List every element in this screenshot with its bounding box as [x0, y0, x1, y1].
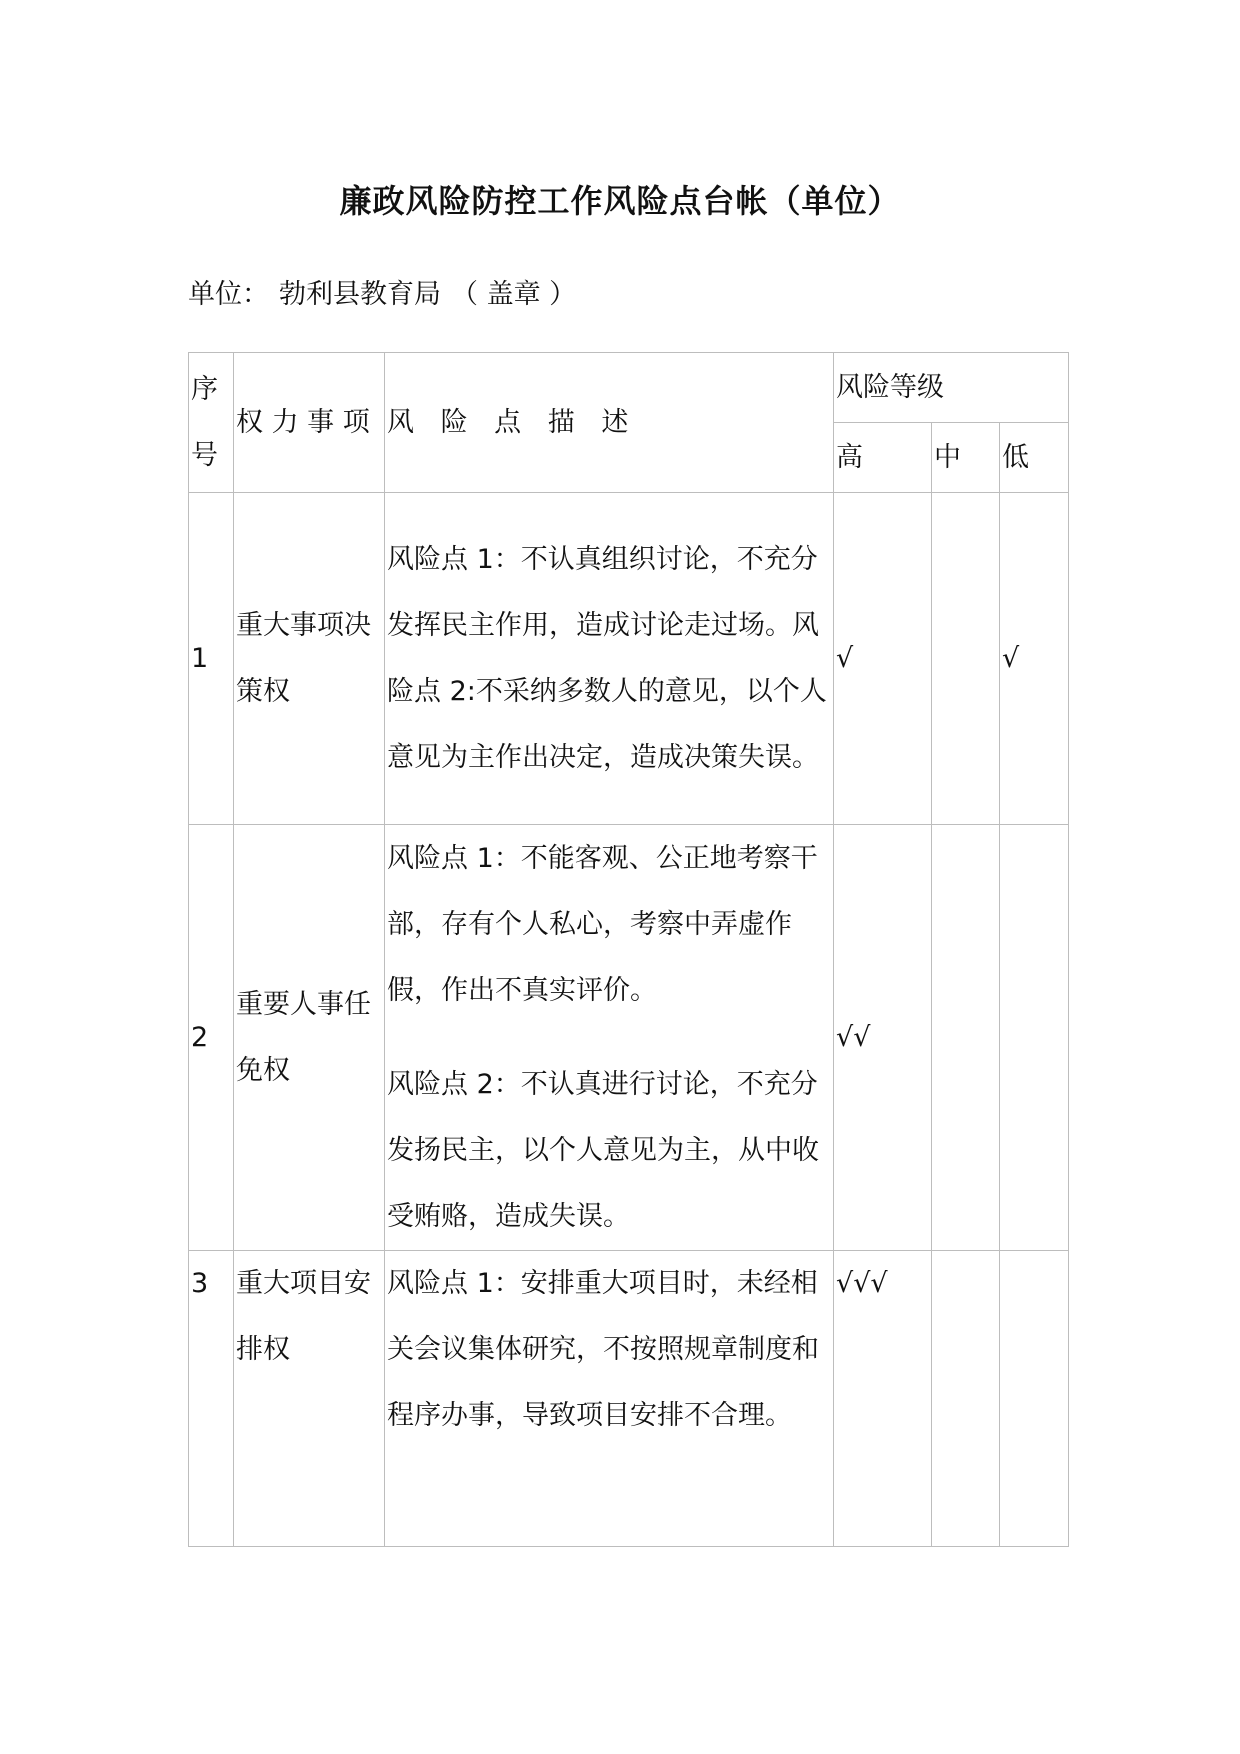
row-low: √ — [1000, 493, 1069, 825]
description-paragraph: 风险点 1：不能客观、公正地考察干部，存有个人私心，考察中弄虚作假，作出不真实评价。 — [387, 842, 818, 1006]
table-row — [189, 1251, 1069, 1547]
header-seq: 序号 — [189, 353, 234, 493]
row-description — [385, 825, 834, 1251]
header-power: 权 力 事 项 — [234, 353, 385, 493]
seal-note: （ 盖章 ） — [451, 279, 577, 310]
row-medium — [932, 1251, 1000, 1547]
header-high: 高 — [834, 423, 932, 493]
header-risk-level: 风险等级 — [834, 353, 1069, 423]
header-description: 风 险 点 描 述 — [385, 353, 834, 493]
row-power: 重大事项决策权 — [234, 493, 385, 825]
row-seq: 1 — [189, 493, 234, 825]
description-paragraph: 风险点 1：不认真组织讨论，不充分发挥民主作用，造成讨论走过场。风险点 2:不采纳多数人的意见，以个人意见为主作出决定，造成决策失误。 — [387, 543, 827, 773]
row-power: 重大项目安排权 — [234, 1251, 385, 1547]
row-high: √ — [834, 493, 932, 825]
unit-label: 单位： — [188, 279, 269, 310]
row-medium — [932, 493, 1000, 825]
row-low — [1000, 1251, 1069, 1547]
row-seq: 2 — [189, 825, 234, 1251]
row-high: √√ — [834, 825, 932, 1251]
header-low: 低 — [1000, 423, 1069, 493]
row-power: 重要人事任免权 — [234, 825, 385, 1251]
row-seq: 3 — [189, 1251, 234, 1547]
header-medium: 中 — [932, 423, 1000, 493]
row-low — [1000, 825, 1069, 1251]
document-title: 廉政风险防控工作风险点台帐（单位） — [339, 182, 901, 220]
unit-line — [188, 272, 586, 311]
row-description — [385, 493, 834, 825]
description-paragraph: 风险点 1：安排重大项目时，未经相关会议集体研究，不按照规章制度和程序办事，导致项目安排不合理。 — [387, 1268, 819, 1431]
row-description — [385, 1251, 834, 1547]
risk-table — [188, 352, 1069, 1547]
table-row — [189, 825, 1069, 1251]
row-high: √√√ — [834, 1251, 932, 1547]
table-row — [189, 493, 1069, 825]
unit-name: 勃利县教育局 — [279, 279, 441, 310]
row-medium — [932, 825, 1000, 1251]
description-paragraph: 风险点 2：不认真进行讨论，不充分发扬民主，以个人意见为主，从中收受贿赂，造成失误。 — [387, 1068, 819, 1232]
